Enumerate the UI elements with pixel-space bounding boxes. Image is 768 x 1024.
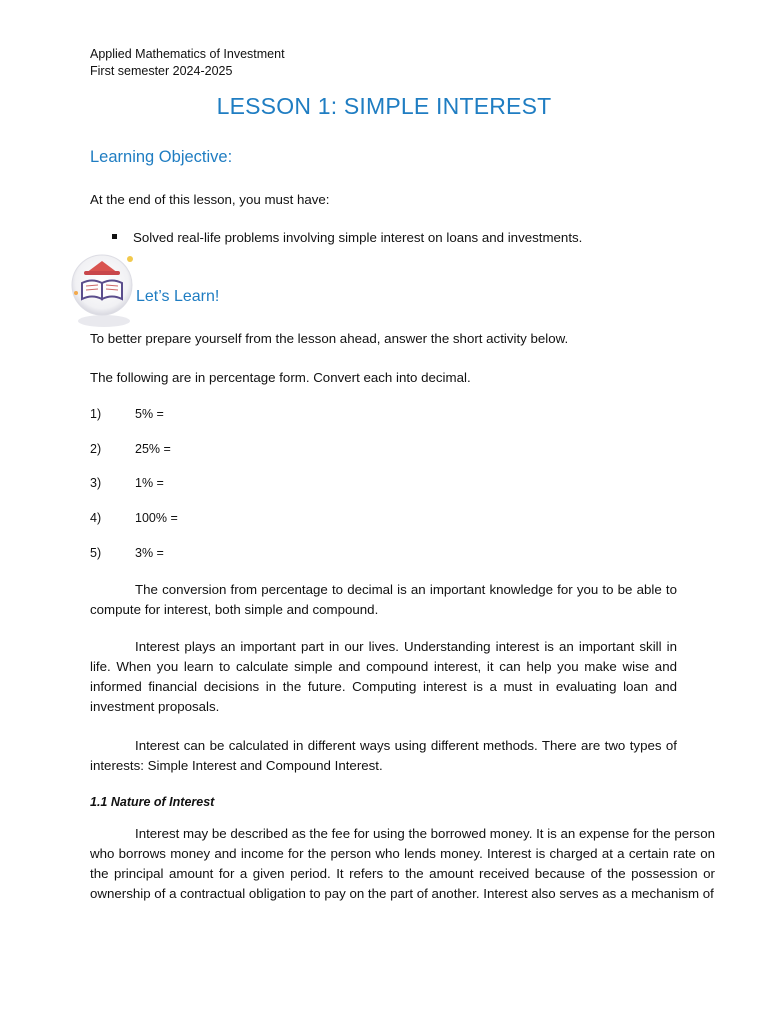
document-header [90,46,285,80]
activity-instruction: The following are in percentage form. Convert each into decimal. [90,370,471,385]
open-book-icon [70,253,138,331]
paragraph [90,637,677,717]
item-number: 3) [90,476,102,490]
item-number: 2) [90,442,102,456]
paragraph-text: The conversion from percentage to decimal is an important knowledge for you to be able to compute for interest, both simple and compound. [90,582,677,617]
bullet-marker [112,234,117,239]
item-number: 4) [90,511,102,525]
paragraph-text: Interest can be calculated in different ways using different methods. There are two types of interests: Simple Interest and Compound Interest. [90,738,677,773]
learning-objective-heading: Learning Objective: [90,148,233,166]
item-text: 100% = [135,511,178,525]
item-text: 1% = [135,476,164,490]
objective-bullet-text: Solved real-life problems involving simple interest on loans and investments. [133,230,583,245]
activity-intro: To better prepare yourself from the lesson ahead, answer the short activity below. [90,331,569,346]
paragraph [90,736,677,776]
semester-label: First semester 2024-2025 [90,64,233,78]
item-text: 25% = [135,442,171,456]
item-number: 5) [90,546,102,560]
paragraph-text: Interest may be described as the fee for using the borrowed money. It is an expense for the person who borrows money and income for the person who lends money. Interest is charged at a certain rate on the principal amount for a given period. It refers to the amount received because of the possession or ownership of a contractual obligation to pay on the part of another. Interest also serves as a mechanism of [90,826,715,901]
section-heading: 1.1 Nature of Interest [90,795,215,809]
course-name: Applied Mathematics of Investment [90,47,285,61]
paragraph [90,580,677,620]
section-paragraph [90,824,715,904]
item-text: 3% = [135,546,164,560]
lets-learn-heading: Let’s Learn! [136,288,220,305]
objective-intro: At the end of this lesson, you must have: [90,192,330,207]
objective-bullet [112,228,582,248]
item-text: 5% = [135,407,164,421]
lesson-title: LESSON 1: SIMPLE INTEREST [216,93,552,119]
item-number: 1) [90,407,102,421]
paragraph-text: Interest plays an important part in our lives. Understanding interest is an important skill in life. When you learn to calculate simple and compound interest, it can help you make wise and informed financial decisions in the future. Computing interest is a must in evaluating loan and investment proposals. [90,639,677,714]
